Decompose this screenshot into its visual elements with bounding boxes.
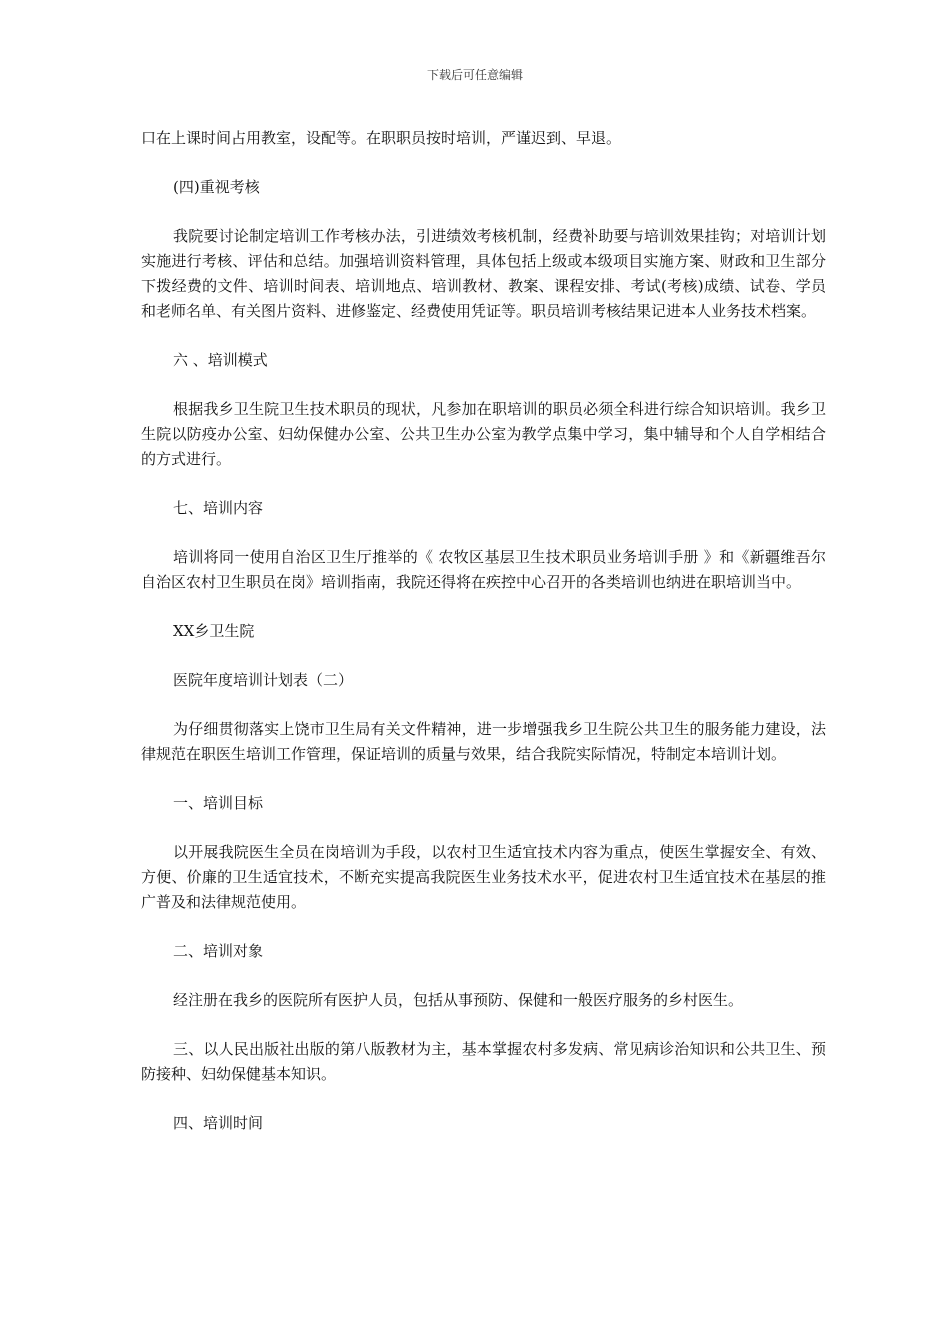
paragraph-goal: 以开展我院医生全员在岗培训为手段，以农村卫生适宜技术内容为重点，使医生掌握安全、有效、方便、价廉的卫生适宜技术，不断充实提高我院医生业务技术水平，促进农村卫生适宜技术在基层的推广普及和法律规范使用。 — [141, 843, 826, 911]
paragraph-training-mode: 根据我乡卫生院卫生技术职员的现状，凡参加在职培训的职员必须全科进行综合知识培训。我乡卫生院以防疫办公室、妇幼保健办公室、公共卫生办公室为教学点集中学习，集中辅导和个人自学相结合的方式进行。 — [141, 400, 826, 468]
section-heading-training-content: 七、培训内容 — [173, 499, 264, 517]
signature-hospital: XX乡卫生院 — [173, 622, 255, 640]
paragraph-materials: 三、以人民出版社出版的第八版教材为主，基本掌握农村多发病、常见病诊治知识和公共卫生、预防接种、妇幼保健基本知识。 — [141, 1040, 826, 1083]
paragraph-assessment: 我院要讨论制定培训工作考核办法，引进绩效考核机制，经费补助要与培训效果挂钩；对培训计划实施进行考核、评估和总结。加强培训资料管理，具体包括上级或本级项目实施方案、财政和卫生部分下拨经费的文件、培训时间表、培训地点、培训教材、教案、课程安排、考试(考核)成绩、试卷、学员和老师名单、有关图片资料、进修鉴定、经费使用凭证等。职员培训考核结果记进本人业务技术档案。 — [141, 227, 826, 320]
document-body — [141, 126, 826, 1160]
section-heading-goal: 一、培训目标 — [173, 794, 264, 812]
page-header: 下载后可任意编辑 — [426, 68, 523, 82]
document-title-plan-two: 医院年度培训计划表（二） — [173, 671, 354, 689]
section-heading-audience: 二、培训对象 — [173, 942, 264, 960]
paragraph-audience: 经注册在我乡的医院所有医护人员，包括从事预防、保健和一般医疗服务的乡村医生。 — [173, 991, 744, 1009]
section-heading-assessment: (四)重视考核 — [173, 178, 260, 196]
section-heading-time: 四、培训时间 — [173, 1114, 264, 1132]
paragraph-introduction: 为仔细贯彻落实上饶市卫生局有关文件精神，进一步增强我乡卫生院公共卫生的服务能力建设，法律规范在职医生培训工作管理，保证培训的质量与效果，结合我院实际情况，特制定本培训计划。 — [141, 720, 826, 763]
paragraph-continuation: 口在上课时间占用教室，设配等。在职职员按时培训，严谨迟到、早退。 — [141, 129, 622, 147]
section-heading-training-mode: 六 、培训模式 — [173, 351, 268, 369]
paragraph-training-content: 培训将同一使用自治区卫生厅推举的《 农牧区基层卫生技术职员业务培训手册 》和《新疆维吾尔自治区农村卫生职员在岗》培训指南，我院还得将在疾控中心召开的各类培训也纳进在职培训当中。 — [141, 548, 826, 591]
